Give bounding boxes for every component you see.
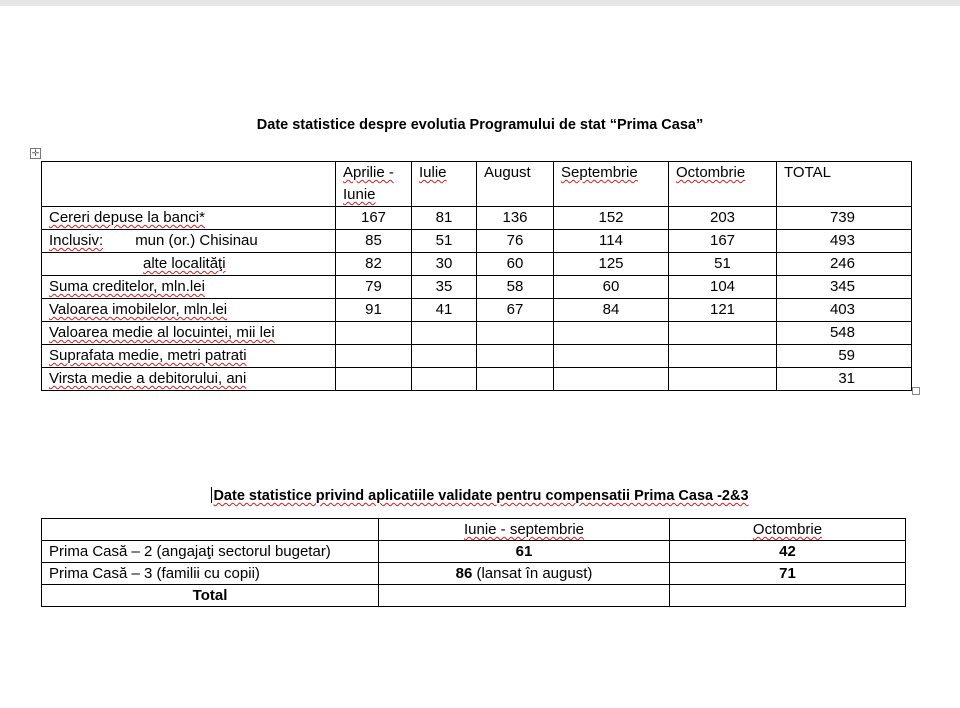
row-label: Valoarea imobilelor, mln.lei [42,299,336,322]
table-header-row [42,162,912,207]
cell-value [412,322,477,345]
header-iulie: Iulie [412,162,477,207]
cell-value: 42 [670,541,906,563]
cell-value: 104 [669,276,777,299]
table-row [42,230,912,253]
cell-value [477,345,554,368]
header-iunie-septembrie: Iunie - septembrie [379,519,670,541]
cell-value [669,368,777,391]
cell-total: 31 [777,368,912,391]
cell-total: 548 [777,322,912,345]
cell-value: 91 [336,299,412,322]
table-row [42,541,906,563]
statistics-table [41,161,912,391]
cell-value: 61 [379,541,670,563]
cell-value: 121 [669,299,777,322]
cell-value: 76 [477,230,554,253]
cell-value: 41 [412,299,477,322]
header-septembrie: Septembrie [554,162,669,207]
cell-total: 739 [777,207,912,230]
table-row [42,253,912,276]
row-label: Valoarea medie al locuintei, mii lei [42,322,336,345]
row-label: Suma creditelor, mln.lei [42,276,336,299]
table-move-handle-icon[interactable]: ✛ [31,148,40,158]
cell-value: 82 [336,253,412,276]
cell-value [669,322,777,345]
row-label: Inclusiv: mun (or.) Chisinau [42,230,336,253]
cell-value: 51 [412,230,477,253]
cell-total: 246 [777,253,912,276]
cell-value [554,345,669,368]
table-row [42,276,912,299]
cell-value: 79 [336,276,412,299]
table-row [42,207,912,230]
cell-value: 152 [554,207,669,230]
table-row [42,563,906,585]
cell-value: 81 [412,207,477,230]
table1-title: Date statistice despre evolutia Programului de stat “Prima Casa” [256,117,704,133]
cell-value [554,368,669,391]
header-aprilie-iunie: Aprilie - Iunie [336,162,412,207]
header-octombrie: Octombrie [669,162,777,207]
row-label: Prima Casă – 3 (familii cu copii) [42,563,379,585]
header-empty-cell [42,162,336,207]
header-august: August [477,162,554,207]
cell-total: 59 [777,345,912,368]
cell-value: 167 [336,207,412,230]
table-header-row [42,519,906,541]
cell-value [412,368,477,391]
cell-value [336,368,412,391]
cell-value: 35 [412,276,477,299]
cell-value: 85 [336,230,412,253]
cell-value: 167 [669,230,777,253]
row-label-total: Total [42,585,379,607]
cell-value: 84 [554,299,669,322]
cell-total: 345 [777,276,912,299]
cell-value: 67 [477,299,554,322]
cell-value [669,345,777,368]
table-row [42,585,906,607]
cell-value: 125 [554,253,669,276]
cell-value [670,585,906,607]
cell-value: 30 [412,253,477,276]
cell-value [477,322,554,345]
row-label: Suprafata medie, metri patrati [42,345,336,368]
cell-value: 86 (lansat în august) [379,563,670,585]
table-resize-handle[interactable] [912,387,920,395]
cell-value: 60 [554,276,669,299]
row-label: Cereri depuse la banci* [42,207,336,230]
table2-title: Date statistice privind aplicatiile validate pentru compensatii Prima Casa -2&3 [213,488,749,504]
window-top-bar [0,0,960,6]
cell-value: 71 [670,563,906,585]
cell-value [554,322,669,345]
row-label: Virsta medie a debitorului, ani [42,368,336,391]
row-label: Prima Casă – 2 (angajaţi sectorul bugetar) [42,541,379,563]
cell-value: 203 [669,207,777,230]
table-row [42,345,912,368]
table-row [42,368,912,391]
cell-value: 136 [477,207,554,230]
row-label: alte localităţi [42,253,336,276]
cell-value: 60 [477,253,554,276]
cell-value [379,585,670,607]
table-row [42,299,912,322]
header-total: TOTAL [777,162,912,207]
cell-value: 58 [477,276,554,299]
header-empty-cell [42,519,379,541]
compensation-table [41,518,906,607]
cell-value [477,368,554,391]
cell-value: 51 [669,253,777,276]
cell-total: 403 [777,299,912,322]
cell-value: 114 [554,230,669,253]
header-octombrie: Octombrie [670,519,906,541]
cell-value [336,345,412,368]
cell-value [336,322,412,345]
cell-value [412,345,477,368]
table-row [42,322,912,345]
cell-total: 493 [777,230,912,253]
